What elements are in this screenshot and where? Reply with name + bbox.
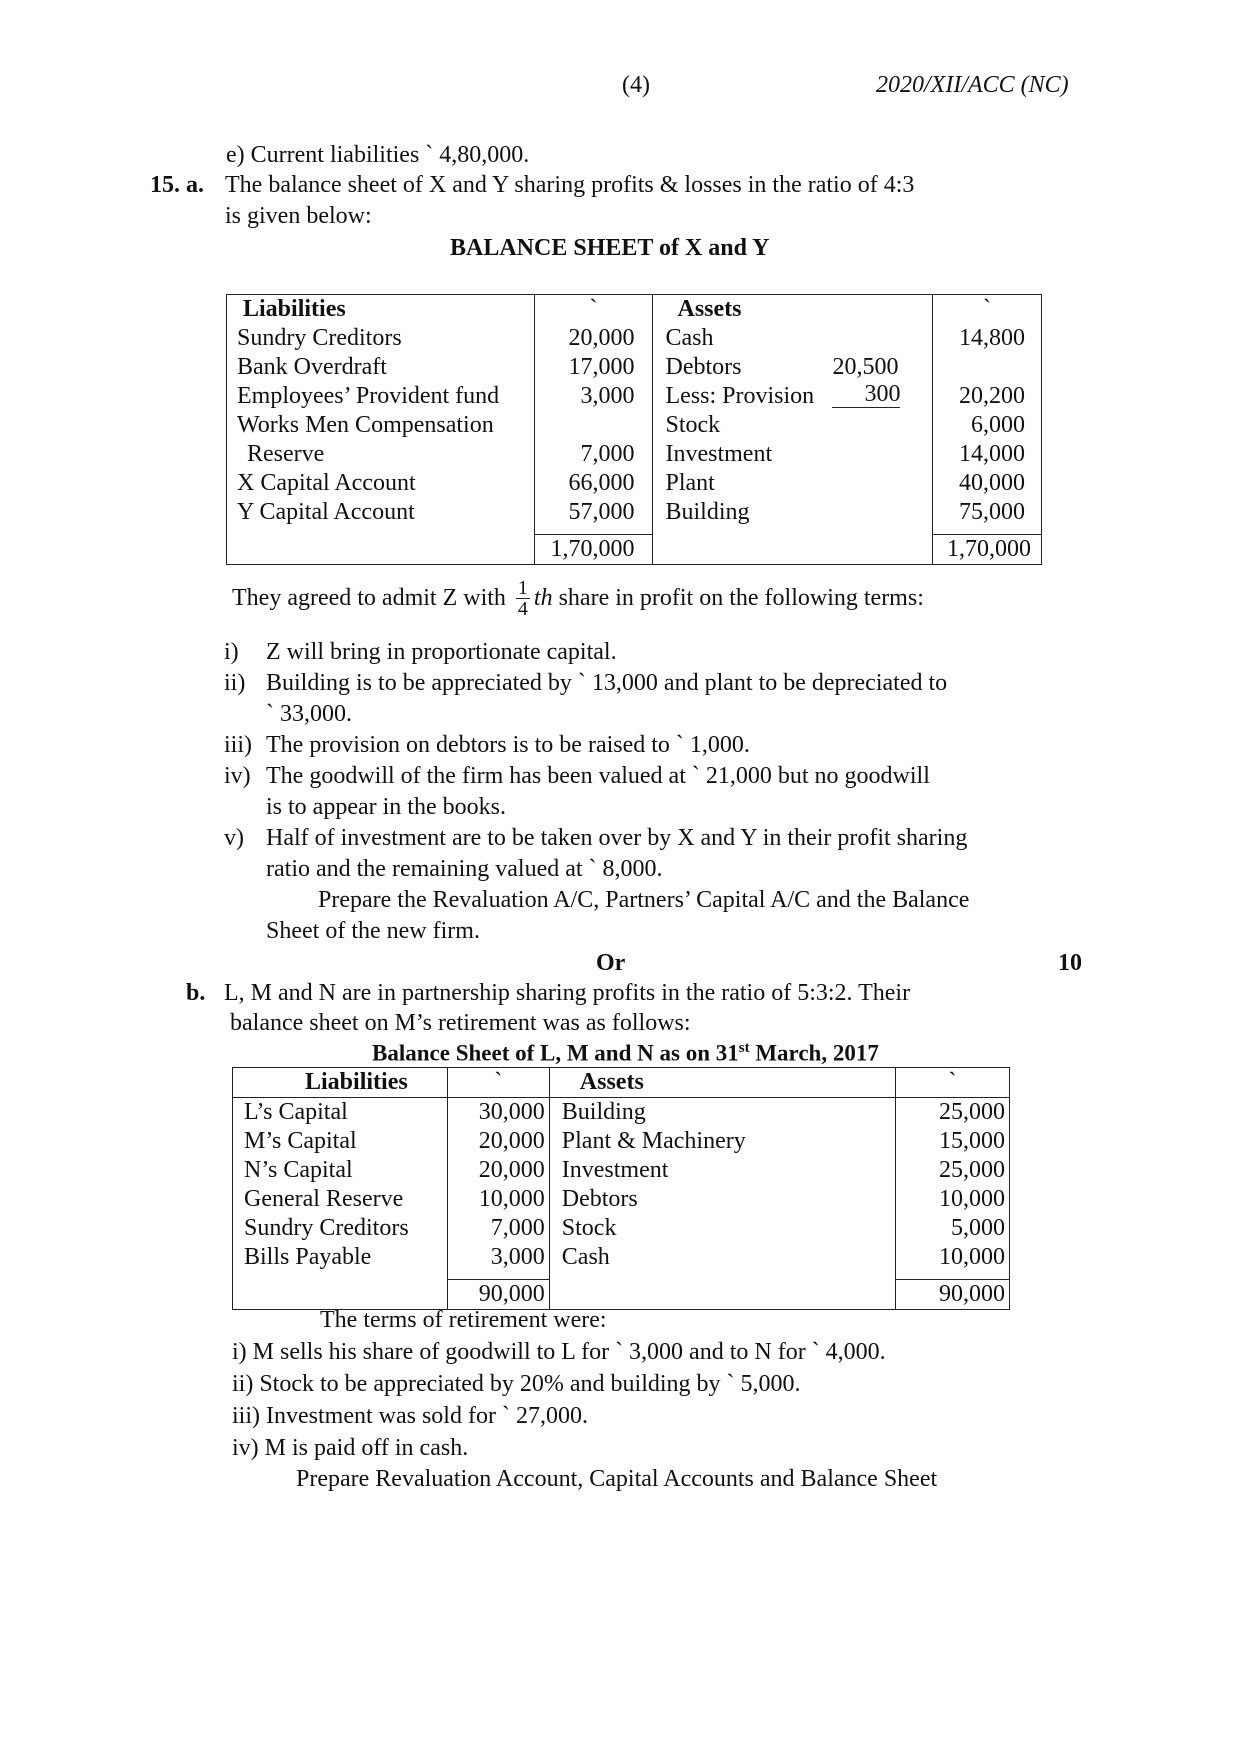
liability-amount: 30,000 [447, 1098, 549, 1128]
question-number-15b: b. [186, 980, 206, 1006]
asset-amount [933, 353, 1025, 382]
fraction-one-fourth [516, 578, 530, 619]
asset-name: Debtors [665, 354, 742, 380]
liability-name: N’s Capital [244, 1157, 353, 1183]
previous-item-e: e) Current liabilities ` 4,80,000. [226, 142, 530, 168]
liability-name: Y Capital Account [237, 499, 415, 525]
liability-amount [535, 411, 635, 440]
asset-amount: 20,200 [959, 383, 1025, 409]
asset-name: Less: Provision [665, 383, 815, 409]
asset-amount: 10,000 [896, 1185, 1010, 1214]
term-text: The provision on debtors is to be raised to ` 1,000. [266, 732, 750, 758]
marks: 10 [1058, 950, 1082, 976]
table-row [233, 1185, 1010, 1214]
liability-name: General Reserve [244, 1186, 404, 1212]
table-row [233, 1127, 1010, 1156]
asset-name: Plant [665, 470, 715, 496]
retirement-term: i) M sells his share of goodwill to L for ` 3,000 and to N for ` 4,000. [232, 1339, 886, 1365]
total-liabilities: 90,000 [447, 1279, 549, 1309]
retirement-term: ii) Stock to be appreciated by 20% and building by ` 5,000. [232, 1371, 801, 1397]
asset-amount: 6,000 [971, 412, 1025, 438]
table-row [233, 1156, 1010, 1185]
liability-amount: 3,000 [580, 383, 635, 409]
liabilities-amounts [534, 324, 653, 534]
header-liabilities: Liabilities [305, 1069, 408, 1095]
header-amount: ` [896, 1068, 1010, 1098]
liability-name: X Capital Account [237, 470, 416, 496]
liability-name: Works Men Compensation [237, 412, 494, 438]
q15a-prepare-line2: Sheet of the new firm. [266, 918, 480, 944]
total-assets: 90,000 [896, 1279, 1010, 1309]
asset-name: Investment [665, 441, 773, 467]
liability-name: M’s Capital [244, 1128, 357, 1154]
q15a-table-title: BALANCE SHEET of X and Y [450, 235, 770, 261]
retirement-term: iii) Investment was sold for ` 27,000. [232, 1403, 588, 1429]
retirement-terms-heading: The terms of retirement were: [320, 1307, 607, 1333]
total-assets: 1,70,000 [933, 534, 1042, 564]
asset-name: Cash [549, 1243, 895, 1279]
liability-amount: 7,000 [447, 1214, 549, 1243]
asset-name: Stock [665, 412, 721, 438]
term-text: Z will bring in proportionate capital. [266, 639, 617, 665]
q15a-intro-line2: is given below: [225, 203, 372, 229]
q15b-table-title [372, 1040, 879, 1067]
table-row [233, 1243, 1010, 1279]
asset-name: Plant & Machinery [549, 1127, 895, 1156]
asset-amount: 40,000 [959, 470, 1025, 496]
asset-amount: 10,000 [896, 1243, 1010, 1279]
liability-amount: 3,000 [447, 1243, 549, 1279]
header-assets: Assets [549, 1068, 895, 1098]
asset-name: Building [665, 499, 750, 525]
term-number: i) [224, 639, 239, 665]
header-liabilities: Liabilities [243, 296, 346, 322]
header-amount: ` [534, 295, 653, 325]
term-text: The goodwill of the firm has been valued at ` 21,000 but no goodwill [266, 763, 930, 789]
term-number: iii) [224, 732, 252, 758]
table-row [233, 1214, 1010, 1243]
paper-code: 2020/XII/ACC (NC) [876, 72, 1069, 98]
asset-amount: 14,800 [959, 325, 1025, 351]
liability-name: Sundry Creditors [244, 1215, 409, 1241]
liability-name: Sundry Creditors [237, 325, 402, 351]
q15a-intro-line1: The balance sheet of X and Y sharing profits & losses in the ratio of 4:3 [225, 172, 915, 198]
provision-amount: 300 [832, 382, 900, 408]
page-number: (4) [622, 72, 650, 98]
liability-name: Employees’ Provident fund [237, 383, 500, 409]
header-amount: ` [933, 295, 1042, 325]
assets-list [653, 324, 933, 534]
admit-text-pre: They agreed to admit Z with [232, 585, 506, 611]
liability-amount: 20,000 [447, 1127, 549, 1156]
balance-sheet-lmn [232, 1067, 1010, 1310]
liabilities-list [227, 324, 535, 534]
q15b-intro-line1: L, M and N are in partnership sharing profits in the ratio of 5:3:2. Their [224, 980, 911, 1006]
liability-name: Reserve [247, 441, 325, 467]
term-text: ratio and the remaining valued at ` 8,000. [266, 856, 663, 882]
admit-text-post: share in profit on the following terms: [558, 585, 924, 611]
liability-name: L’s Capital [233, 1098, 448, 1128]
liability-amount: 57,000 [568, 499, 635, 525]
title-text: Balance Sheet of L, M and N as on 31 [372, 1040, 739, 1066]
asset-amount: 25,000 [896, 1156, 1010, 1185]
asset-amount: 25,000 [896, 1098, 1010, 1128]
term-number: ii) [224, 670, 246, 696]
or-separator: Or [596, 950, 626, 976]
fraction-numerator: 1 [517, 577, 528, 599]
table-row [233, 1098, 1010, 1128]
retirement-term: iv) M is paid off in cash. [232, 1435, 469, 1461]
title-text: March, 2017 [749, 1040, 879, 1066]
term-text: is to appear in the books. [266, 794, 506, 820]
admit-th: th [533, 585, 553, 611]
header-assets: Assets [653, 295, 933, 325]
liability-amount: 20,000 [568, 325, 635, 351]
admit-statement [232, 578, 924, 619]
asset-amount: 14,000 [959, 441, 1025, 467]
asset-name: Cash [665, 325, 714, 351]
title-superscript: st [738, 1040, 750, 1056]
liability-name: Bills Payable [244, 1244, 372, 1270]
liability-amount: 17,000 [568, 354, 635, 380]
q15b-intro-line2: balance sheet on M’s retirement was as follows: [230, 1010, 691, 1036]
asset-name: Debtors [549, 1185, 895, 1214]
term-number: iv) [224, 763, 251, 789]
header-amount: ` [447, 1068, 549, 1098]
assets-amounts [933, 324, 1042, 534]
q15a-prepare-line1: Prepare the Revaluation A/C, Partners’ Capital A/C and the Balance [318, 887, 970, 913]
term-number: v) [224, 825, 244, 851]
question-number-15a: 15. a. [150, 172, 204, 198]
q15b-prepare: Prepare Revaluation Account, Capital Accounts and Balance Sheet [296, 1466, 938, 1492]
asset-name: Building [549, 1098, 895, 1128]
term-text: Half of investment are to be taken over by X and Y in their profit sharing [266, 825, 968, 851]
liability-amount: 7,000 [580, 441, 635, 467]
asset-name: Stock [549, 1214, 895, 1243]
asset-amount: 15,000 [896, 1127, 1010, 1156]
term-text: ` 33,000. [266, 701, 352, 727]
term-text: Building is to be appreciated by ` 13,000 and plant to be depreciated to [266, 670, 948, 696]
liability-amount: 20,000 [447, 1156, 549, 1185]
liability-name: Bank Overdraft [237, 354, 387, 380]
balance-sheet-xy [226, 294, 1042, 565]
liability-amount: 10,000 [447, 1185, 549, 1214]
fraction-denominator: 4 [517, 598, 528, 620]
asset-amount: 75,000 [959, 499, 1025, 525]
asset-name: Investment [549, 1156, 895, 1185]
total-liabilities: 1,70,000 [534, 534, 653, 564]
asset-amount: 5,000 [896, 1214, 1010, 1243]
debtors-gross: 20,500 [832, 354, 899, 380]
liability-amount: 66,000 [568, 470, 635, 496]
